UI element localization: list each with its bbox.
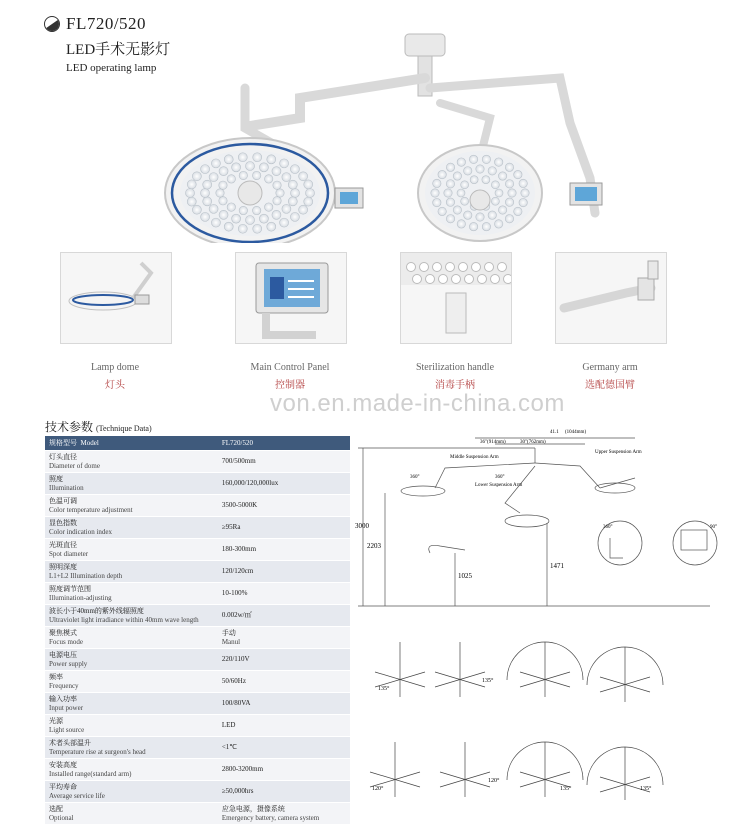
led-dot bbox=[306, 189, 315, 198]
spec-key-cn: 显色指数 bbox=[49, 518, 77, 527]
angle-label: 135° bbox=[482, 678, 494, 684]
rotation-angle-diagrams bbox=[360, 612, 740, 800]
sterilization-handle-photo bbox=[400, 252, 512, 344]
spec-value: 120/120cm bbox=[221, 567, 254, 575]
ceiling-mount bbox=[405, 34, 445, 56]
led-dot bbox=[239, 171, 247, 179]
led-dot bbox=[209, 173, 218, 182]
spec-key-en: L1+L2 Illumination depth bbox=[49, 571, 123, 580]
spec-key-cn: 波长小于40mm的紫外线辐照度 bbox=[49, 606, 144, 615]
led-dot bbox=[246, 216, 255, 225]
spec-value: 手动 bbox=[221, 628, 236, 637]
led-dot bbox=[470, 176, 478, 184]
led-dot bbox=[290, 165, 299, 174]
spec-key-cn: 照度 bbox=[49, 474, 63, 483]
led-dot bbox=[485, 263, 494, 272]
led-dot bbox=[288, 197, 297, 206]
spec-key-en: Focus mode bbox=[49, 637, 84, 646]
reach-2: 36"(914mm) bbox=[480, 440, 506, 445]
feature-label-en: Germany arm bbox=[582, 362, 638, 373]
led-dot bbox=[259, 214, 268, 223]
led-dot bbox=[187, 197, 196, 206]
led-dot bbox=[232, 163, 241, 172]
led-dot bbox=[482, 176, 490, 184]
spec-row bbox=[45, 737, 350, 759]
spec-value: 应急电源，摄像系统 bbox=[221, 804, 285, 813]
led-dot bbox=[211, 159, 220, 168]
spec-key-en: Frequency bbox=[49, 681, 79, 690]
led-dot bbox=[273, 197, 281, 205]
feature-label-en: Lamp dome bbox=[90, 362, 140, 373]
led-dot bbox=[201, 212, 210, 221]
angle-label: 135° bbox=[560, 786, 572, 792]
deg-360-a: 360° bbox=[410, 475, 420, 480]
spec-value: ≥95Ra bbox=[221, 523, 241, 531]
led-dot bbox=[459, 263, 468, 272]
led-dot bbox=[446, 263, 455, 272]
led-dot bbox=[219, 167, 228, 176]
brand-logo-icon bbox=[44, 16, 60, 32]
led-dot bbox=[444, 189, 452, 197]
feature-germany-arm bbox=[555, 252, 665, 391]
led-dot bbox=[238, 153, 247, 162]
feature-sterilization-handle bbox=[400, 252, 510, 391]
spec-row bbox=[45, 605, 350, 627]
title-chinese: LED手术无影灯 bbox=[66, 42, 171, 58]
spec-value: 2800-3200mm bbox=[221, 765, 264, 773]
spec-table bbox=[45, 436, 350, 825]
led-dot bbox=[288, 180, 297, 189]
angle-label: 135° bbox=[640, 786, 652, 792]
led-dot bbox=[482, 155, 490, 163]
spec-row bbox=[45, 715, 350, 737]
led-dot bbox=[446, 214, 454, 222]
spec-header-cn: 规格型号 bbox=[49, 439, 77, 447]
spec-key-en: Temperature rise at surgeon's head bbox=[49, 747, 146, 756]
led-dot bbox=[457, 189, 465, 197]
led-dot bbox=[407, 263, 416, 272]
led-dot bbox=[280, 218, 289, 227]
led-dot bbox=[519, 198, 527, 206]
led-dot bbox=[272, 167, 281, 176]
led-dot bbox=[426, 275, 435, 284]
led-dot bbox=[439, 275, 448, 284]
height-mid: 2203 bbox=[367, 542, 381, 550]
led-dot bbox=[290, 212, 299, 221]
spec-row bbox=[45, 803, 350, 825]
spec-key-cn: 频率 bbox=[49, 672, 63, 681]
led-dot bbox=[446, 180, 454, 188]
led-dot bbox=[488, 211, 496, 219]
height-low1: 1025 bbox=[458, 572, 472, 580]
spec-key-en: Diameter of dome bbox=[49, 461, 100, 470]
led-dot bbox=[491, 197, 499, 205]
deg-90: 90° bbox=[710, 525, 717, 530]
led-dot bbox=[461, 197, 469, 205]
spec-key-cn: 安装高度 bbox=[49, 760, 77, 769]
led-dot bbox=[505, 163, 513, 171]
led-dot bbox=[521, 189, 529, 197]
led-dot bbox=[498, 172, 506, 180]
led-dot bbox=[438, 170, 446, 178]
led-dot bbox=[187, 180, 196, 189]
led-dot bbox=[494, 158, 502, 166]
spec-key-cn: 光源 bbox=[49, 716, 63, 725]
spec-value: ≥50,000hrs bbox=[221, 787, 254, 795]
led-dot bbox=[498, 263, 507, 272]
led-dot bbox=[519, 179, 527, 187]
led-dot bbox=[201, 189, 210, 198]
angle-label: 120° bbox=[372, 786, 384, 792]
led-dot bbox=[457, 220, 465, 228]
lamp-dome-photo bbox=[60, 252, 172, 344]
led-dot bbox=[491, 275, 500, 284]
height-total: 3000 bbox=[355, 522, 369, 530]
watermark: von.en.made-in-china.com bbox=[270, 390, 565, 417]
led-dot bbox=[472, 263, 481, 272]
led-dot bbox=[491, 181, 499, 189]
led-dot bbox=[192, 172, 201, 181]
spec-key-cn: 照度调节范围 bbox=[49, 584, 91, 593]
tech-data-title bbox=[45, 418, 152, 435]
led-dot bbox=[452, 275, 461, 284]
led-dot bbox=[469, 222, 477, 230]
led-dot bbox=[482, 222, 490, 230]
spec-row bbox=[45, 781, 350, 803]
led-dot bbox=[253, 224, 262, 233]
led-dot bbox=[304, 180, 313, 189]
led-dot bbox=[276, 189, 284, 197]
led-dot bbox=[433, 198, 441, 206]
spec-row bbox=[45, 495, 350, 517]
led-dot bbox=[239, 206, 247, 214]
deg-360-c: 360° bbox=[603, 525, 613, 530]
led-dot bbox=[186, 189, 195, 198]
led-dot bbox=[265, 175, 273, 183]
led-dot bbox=[304, 197, 313, 206]
spec-key-cn: 选配 bbox=[49, 804, 63, 813]
led-dot bbox=[216, 189, 224, 197]
germany-arm-photo bbox=[555, 252, 667, 344]
led-dot bbox=[203, 197, 212, 206]
spec-key-cn: 照明深度 bbox=[49, 562, 77, 571]
spec-value: 100/80VA bbox=[221, 699, 251, 707]
led-dot bbox=[478, 275, 487, 284]
feature-lamp-dome bbox=[60, 252, 170, 391]
label-lower-arm: Lower Suspension Arm bbox=[475, 483, 523, 488]
angle-label: 120° bbox=[488, 778, 500, 784]
led-dot bbox=[446, 198, 454, 206]
spec-row bbox=[45, 759, 350, 781]
led-dot bbox=[259, 163, 268, 172]
spec-key-cn: 平均寿命 bbox=[49, 782, 77, 791]
tech-title-en: (Technique Data) bbox=[96, 424, 152, 433]
led-dot bbox=[267, 222, 276, 231]
spec-header-en: Model bbox=[80, 439, 99, 447]
spec-row bbox=[45, 583, 350, 605]
spec-value: 0.002w/㎡ bbox=[221, 611, 252, 619]
spec-row bbox=[45, 539, 350, 561]
height-low2: 1471 bbox=[550, 562, 564, 570]
spec-value: <1℃ bbox=[221, 743, 238, 751]
led-dot bbox=[224, 155, 233, 164]
led-dot bbox=[494, 220, 502, 228]
led-dot bbox=[246, 162, 255, 171]
led-dot bbox=[252, 171, 260, 179]
led-dot bbox=[453, 206, 461, 214]
spec-value: 3500-5000K bbox=[221, 501, 258, 509]
led-dot bbox=[265, 203, 273, 211]
spec-key-en: Ultraviolet light irradiance within 40mm wave length bbox=[49, 615, 199, 624]
led-dot bbox=[453, 172, 461, 180]
led-dot bbox=[476, 165, 484, 173]
led-dot bbox=[469, 155, 477, 163]
large-lamp-head bbox=[165, 138, 335, 243]
spec-key-en: Input power bbox=[49, 703, 84, 712]
spec-key-cn: 术者头部温升 bbox=[49, 738, 91, 747]
led-dot bbox=[505, 180, 513, 188]
spec-key-en: Light source bbox=[49, 725, 85, 734]
spec-value: 160,000/120,000lux bbox=[221, 479, 279, 487]
spec-key-en: Installed range(standard arm) bbox=[49, 769, 132, 778]
small-lamp-head bbox=[418, 145, 542, 241]
spec-value: 700/500mm bbox=[221, 457, 256, 465]
led-dot bbox=[219, 210, 228, 219]
led-dot bbox=[273, 181, 281, 189]
led-dot bbox=[438, 207, 446, 215]
led-dot bbox=[201, 165, 210, 174]
title-english: LED operating lamp bbox=[66, 62, 157, 74]
spec-value: 220/110V bbox=[221, 655, 250, 663]
spec-row bbox=[45, 627, 350, 649]
reach-1b: (1044mm) bbox=[565, 430, 587, 435]
led-dot bbox=[192, 205, 201, 214]
led-dot bbox=[504, 275, 512, 284]
led-dot bbox=[227, 175, 235, 183]
spec-header-value: FL720/520 bbox=[218, 436, 350, 451]
led-dot bbox=[413, 275, 422, 284]
spec-key-cn: 聚焦模式 bbox=[49, 628, 77, 637]
spec-key-en: Optional bbox=[49, 813, 74, 822]
spec-key-en: Illumination-adjusting bbox=[49, 593, 112, 602]
led-dot bbox=[476, 213, 484, 221]
spec-value: 180-300mm bbox=[221, 545, 257, 553]
deg-360-b: 360° bbox=[495, 475, 505, 480]
hero-lamp-illustration bbox=[150, 28, 620, 243]
led-dot bbox=[227, 203, 235, 211]
led-dot bbox=[464, 211, 472, 219]
control-panel-photo bbox=[235, 252, 347, 344]
spec-key-cn: 输入功率 bbox=[49, 694, 77, 703]
feature-label-en: Main Control Panel bbox=[250, 362, 330, 373]
feature-control-panel bbox=[235, 252, 345, 391]
spec-row bbox=[45, 517, 350, 539]
left-arm bbox=[250, 78, 425, 126]
led-dot bbox=[433, 263, 442, 272]
reach-3: 30"(762mm) bbox=[520, 440, 546, 445]
spec-row bbox=[45, 473, 350, 495]
led-dot bbox=[420, 263, 429, 272]
spec-key-en: Power supply bbox=[49, 659, 88, 668]
led-dot bbox=[299, 205, 308, 214]
spec-key-cn: 光斑直径 bbox=[49, 540, 77, 549]
led-dot bbox=[252, 206, 260, 214]
led-dot bbox=[464, 167, 472, 175]
feature-label-cn: 消毒手柄 bbox=[435, 380, 475, 391]
spec-key-cn: 电源电压 bbox=[49, 650, 77, 659]
spec-value: 10-100% bbox=[221, 589, 248, 597]
feature-label-en: Sterilization handle bbox=[415, 362, 495, 373]
led-dot bbox=[224, 222, 233, 231]
spec-value-en: Manul bbox=[221, 637, 241, 646]
led-dot bbox=[291, 189, 300, 198]
led-dot bbox=[219, 181, 227, 189]
spec-row bbox=[45, 693, 350, 715]
spec-header-row bbox=[45, 436, 350, 451]
led-dot bbox=[282, 204, 291, 213]
led-dot bbox=[282, 173, 291, 182]
tech-title-cn: 技术参数 bbox=[45, 420, 94, 434]
led-dot bbox=[505, 214, 513, 222]
led-dot bbox=[495, 189, 503, 197]
led-dot bbox=[203, 180, 212, 189]
led-dot bbox=[253, 153, 262, 162]
label-middle-arm: Middle Suspension Arm bbox=[450, 455, 499, 460]
led-dot bbox=[280, 159, 289, 168]
spec-key-en: Spot diameter bbox=[49, 549, 89, 558]
reach-1: 41.1 bbox=[550, 430, 559, 435]
led-dot bbox=[238, 224, 247, 233]
feature-label-cn: 灯头 bbox=[105, 380, 125, 391]
spec-key-en: Color temperature adjustment bbox=[49, 505, 133, 514]
feature-label-cn: 选配德国臂 bbox=[585, 380, 635, 391]
label-upper-arm: Upper Suspension Arm bbox=[595, 450, 642, 455]
spec-row bbox=[45, 671, 350, 693]
led-dot bbox=[498, 206, 506, 214]
led-dot bbox=[514, 207, 522, 215]
spec-value: 50/60Hz bbox=[221, 677, 246, 685]
led-dot bbox=[431, 189, 439, 197]
spec-value-en: Emergency battery, camera system bbox=[221, 813, 320, 822]
led-dot bbox=[488, 167, 496, 175]
spec-row bbox=[45, 561, 350, 583]
led-dot bbox=[219, 197, 227, 205]
spec-value: LED bbox=[221, 721, 236, 729]
led-dot bbox=[508, 189, 516, 197]
led-dot bbox=[465, 275, 474, 284]
spec-key-cn: 灯头直径 bbox=[49, 452, 77, 461]
dimension-diagram bbox=[355, 418, 745, 613]
spec-key-en: Illumination bbox=[49, 483, 84, 492]
angle-label: 135° bbox=[378, 686, 390, 692]
led-dot bbox=[209, 204, 218, 213]
model-number: FL720/520 bbox=[66, 14, 147, 33]
spec-row bbox=[45, 649, 350, 671]
led-dot bbox=[457, 158, 465, 166]
led-dot bbox=[461, 181, 469, 189]
led-dot bbox=[272, 210, 281, 219]
led-dot bbox=[433, 179, 441, 187]
led-dot bbox=[446, 163, 454, 171]
led-dot bbox=[267, 155, 276, 164]
led-dot bbox=[505, 198, 513, 206]
spec-key-en: Color indication index bbox=[49, 527, 112, 536]
spec-key-en: Average service life bbox=[49, 791, 105, 800]
spec-row bbox=[45, 451, 350, 473]
feature-row bbox=[60, 252, 700, 392]
led-dot bbox=[232, 214, 241, 223]
spec-key-cn: 色温可调 bbox=[49, 496, 77, 505]
led-dot bbox=[211, 218, 220, 227]
feature-label-cn: 控制器 bbox=[275, 380, 305, 391]
led-dot bbox=[514, 170, 522, 178]
led-dot bbox=[299, 172, 308, 181]
